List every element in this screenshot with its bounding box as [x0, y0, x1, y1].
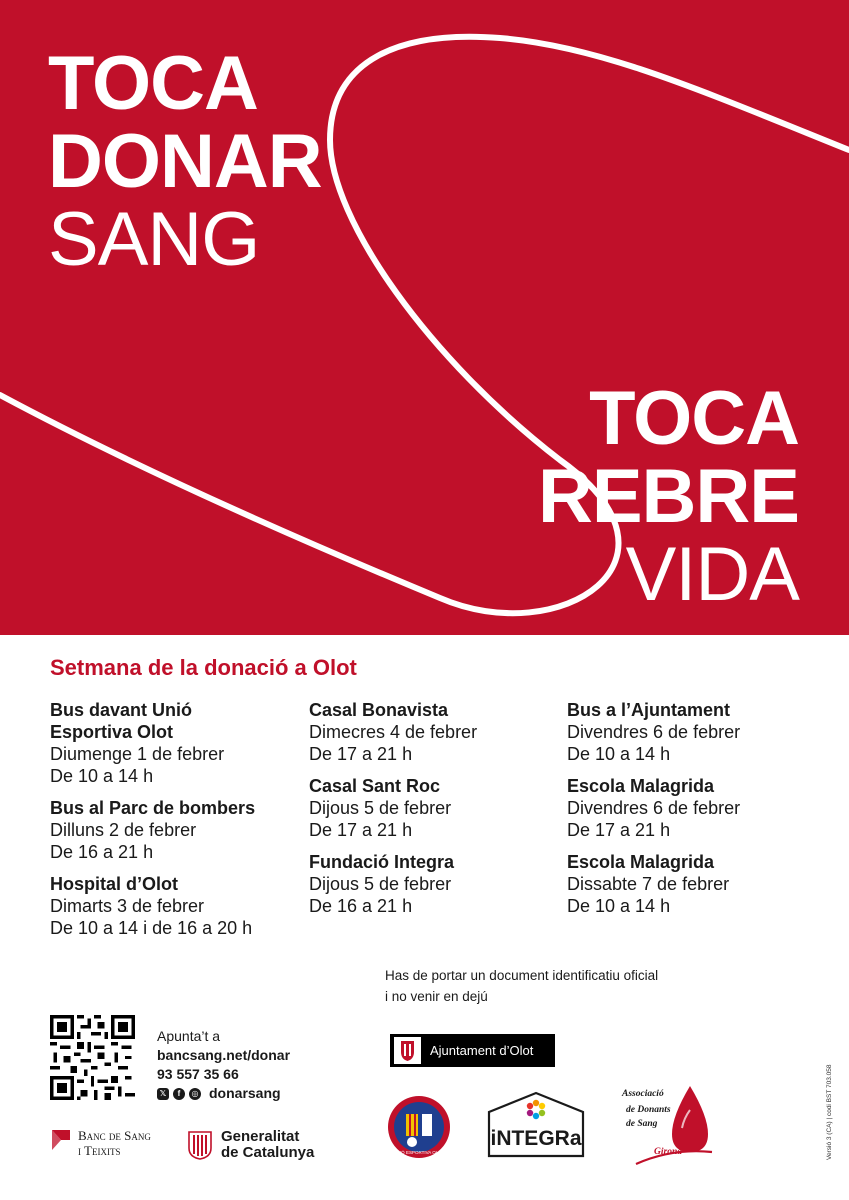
entry-place: Bus al Parc de bombers [50, 798, 256, 818]
adsg-line-2: de Donants [626, 1105, 671, 1115]
entry-place: Hospital d’Olot [50, 874, 178, 894]
social-handle[interactable]: donarsang [209, 1085, 281, 1101]
schedule-column-2 [309, 699, 569, 927]
associacio-donants-logo [612, 1082, 722, 1174]
club-badge-text: UNIÓ ESPORTIVA OLOT [393, 1150, 445, 1155]
entry-date: Dimecres 4 de febrer [309, 722, 478, 742]
entry-hours: De 10 a 14 i de 16 a 20 h [50, 918, 253, 938]
schedule-entry [567, 699, 827, 765]
entry-date: Dimarts 3 de febrer [50, 896, 205, 916]
adsg-line-1: Associació [622, 1089, 664, 1099]
integra-logo [486, 1090, 586, 1158]
schedule-column-3 [567, 699, 827, 927]
generalitat-line-2: de Catalunya [221, 1144, 315, 1161]
generalitat-line-1: Generalitat [221, 1128, 300, 1145]
entry-place: Casal Bonavista [309, 700, 449, 720]
generalitat-mark-icon [187, 1130, 213, 1160]
entry-place: Escola Malagrida [567, 852, 715, 872]
entry-date: Diumenge 1 de febrer [50, 744, 225, 764]
entry-hours: De 10 a 14 h [50, 766, 154, 786]
entry-hours: De 17 a 21 h [309, 744, 413, 764]
entry-date: Dijous 5 de febrer [309, 798, 452, 818]
ajuntament-shield-icon [394, 1037, 421, 1064]
entry-hours: De 16 a 21 h [309, 896, 413, 916]
ajuntament-label: Ajuntament d’Olot [430, 1043, 534, 1058]
entry-place: Escola Malagrida [567, 776, 715, 796]
social-links [157, 1084, 290, 1103]
schedule-entry [50, 797, 310, 863]
ue-olot-club-badge-icon [386, 1092, 452, 1162]
entry-hours: De 16 a 21 h [50, 842, 154, 862]
entry-place: Casal Sant Roc [309, 776, 441, 796]
entry-date: Divendres 6 de febrer [567, 722, 741, 742]
signup-prompt: Apunta’t a [157, 1028, 221, 1044]
signup-phone[interactable]: 93 557 35 66 [157, 1066, 239, 1082]
version-note: Versió 3 (CA) | codi BST 703.058 [826, 1064, 833, 1160]
x-icon[interactable]: 𝕏 [157, 1088, 169, 1100]
entry-hours: De 10 a 14 h [567, 744, 671, 764]
adsg-line-3: de Sang [626, 1119, 658, 1129]
entry-hours: De 17 a 21 h [567, 820, 671, 840]
ajuntament-olot-logo [390, 1034, 555, 1067]
bst-mark-icon [50, 1128, 72, 1152]
integra-wordmark: iNTEGRa [490, 1127, 582, 1150]
section-title: Setmana de la donació a Olot [50, 655, 357, 680]
hero-left-line-1: TOCA [48, 41, 258, 126]
signup-info [157, 1027, 290, 1103]
hero-left-line-2: DONAR [48, 119, 322, 204]
hero-right-line-2: REBRE [537, 454, 799, 539]
hero-left-line-3: SANG [48, 197, 260, 282]
schedule-entry [50, 873, 310, 939]
schedule-column-1 [50, 699, 310, 949]
entry-date: Dissabte 7 de febrer [567, 874, 730, 894]
entry-place: Fundació Integra [309, 852, 455, 872]
adsg-line-4: Girona [654, 1147, 682, 1157]
notice-line-1: Has de portar un document identificatiu oficial [385, 968, 659, 983]
entry-date: Dilluns 2 de febrer [50, 820, 197, 840]
entry-place: Bus a l’Ajuntament [567, 700, 731, 720]
bst-logo-line-1: Banc de Sang [78, 1128, 151, 1143]
schedule-entry [309, 699, 569, 765]
generalitat-logo [187, 1129, 314, 1161]
entry-hours: De 10 a 14 h [567, 896, 671, 916]
banc-de-sang-logo [50, 1128, 151, 1158]
hero-right-line-3: VIDA [625, 532, 799, 617]
hero-right-line-1: TOCA [589, 376, 799, 461]
id-notice [385, 965, 658, 1007]
schedule-entry [567, 775, 827, 841]
schedule-entry [309, 775, 569, 841]
entry-place: Bus davant Unió [50, 700, 193, 720]
schedule-entry [309, 851, 569, 917]
notice-line-2: i no venir en dejú [385, 989, 488, 1004]
entry-place: Esportiva Olot [50, 722, 174, 742]
facebook-icon[interactable]: f [173, 1088, 185, 1100]
qr-code[interactable] [50, 1015, 135, 1100]
entry-date: Dijous 5 de febrer [309, 874, 452, 894]
schedule-entry [50, 699, 310, 787]
signup-url-link[interactable]: bancsang.net/donar [157, 1047, 291, 1063]
bst-logo-line-2: i Teixits [78, 1143, 121, 1158]
entry-hours: De 17 a 21 h [309, 820, 413, 840]
entry-date: Divendres 6 de febrer [567, 798, 741, 818]
schedule-entry [567, 851, 827, 917]
instagram-icon[interactable]: ◎ [189, 1088, 201, 1100]
